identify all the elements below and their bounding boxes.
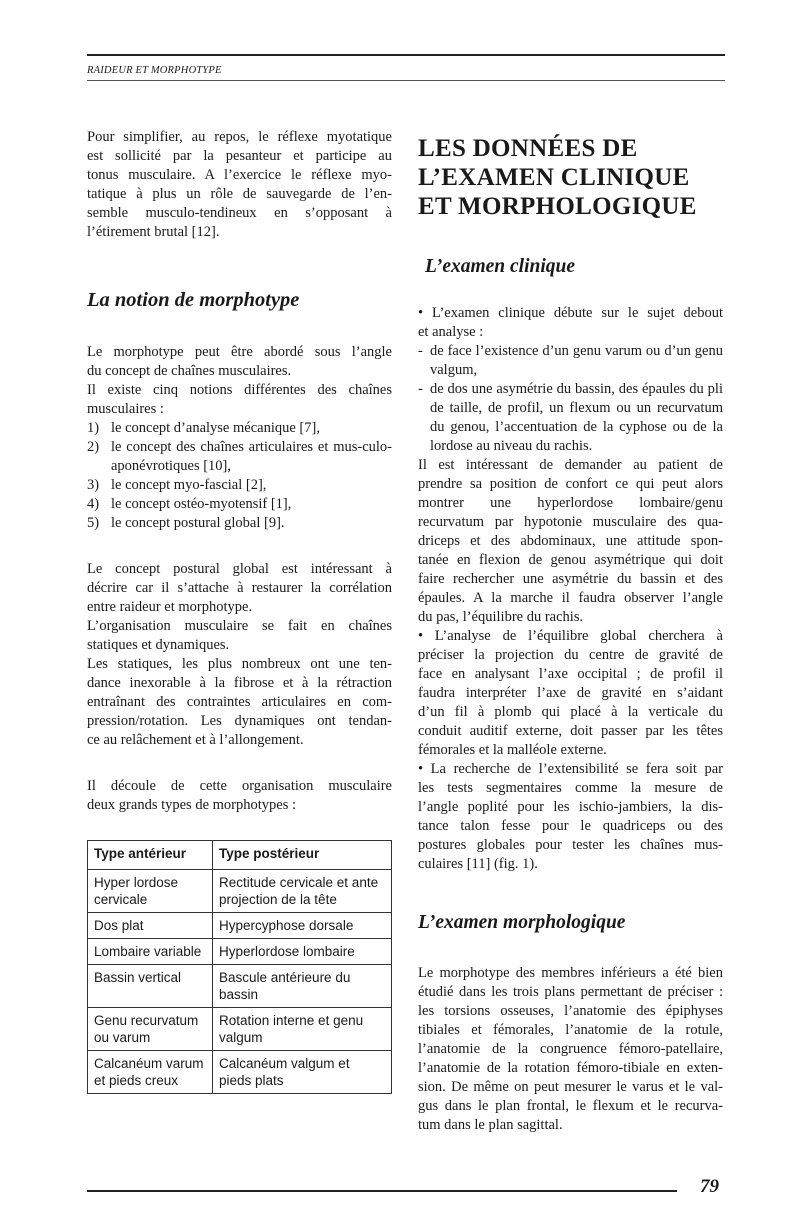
table-row	[88, 1008, 392, 1051]
list-item: 5) le concept postural global [9].	[87, 515, 285, 531]
list-item: - de face l’existence d’un genu varum ou d’un genu valgum,	[418, 343, 723, 378]
table-header-cell: Type antérieur	[88, 841, 213, 870]
header-bottom-rule	[87, 80, 725, 81]
table-cell: Rectitude cervicale et ante projection de la tête	[213, 870, 392, 913]
table-cell: Hyperlordose lombaire	[213, 939, 392, 965]
morphological-exam-text: Le morphotype des membres inférieurs a été bien étudié dans les trois plans permettant de préciser : les torsions osseuses, l’anatomie des épiphyses tibiales et fémorales, l’anatomie de la rotule, l’anatomie de la congruence fémoro-patellaire, l’anatomie de la rotation fémoro-tibiale en exten- sion. De même on peut mesurer le varus et le val- gus dans le plan frontal, le flexum et le recurva- tum dans le plan sagittal.	[418, 965, 723, 1133]
postural-paragraph: Le concept postural global est intéressant à décrire car il s’attache à restaurer la corrélation entre raideur et morphotype. L’organisation musculaire se fait en chaînes statiques et dynamiques. Les statiques, les plus nombreux ont une ten- dance inexorable à la fibrose et à la rétraction entraînant des contraintes articulaires en com- pression/rotation. Les dynamiques ont tendan- ce au relâchement et à l’allongement.	[87, 561, 392, 748]
table-cell: Hypercyphose dorsale	[213, 913, 392, 939]
table-cell: Dos plat	[88, 913, 213, 939]
morphotypes-intro-paragraph: Il découle de cette organisation musculaire deux grands types de morphotypes :	[87, 778, 392, 813]
header-top-rule	[87, 54, 725, 56]
page-number: 79	[700, 1176, 719, 1197]
intro-paragraph: Pour simplifier, au repos, le réflexe myotatique est sollicité par la pesanteur et participe au tonus musculaire. A l’exercice le réflexe myo- tatique à plus un rôle de sauvegarde de l’en- semble musculo-tendineux en s’opposant à l’étirement brutal [12].	[87, 129, 392, 240]
morphotype-table	[87, 840, 392, 1094]
table-cell: Hyper lordose cervicale	[88, 870, 213, 913]
list-item: - de dos une asymétrie du bassin, des épaules du pli de taille, de profil, un flexum ou un recurvatum du genou, l’accentuation de la cyphose ou de la lordose au niveau du rachis.	[418, 381, 723, 454]
table-cell: Rotation interne et genu valgum	[213, 1008, 392, 1051]
table-cell: Lombaire variable	[88, 939, 213, 965]
running-head: RAIDEUR ET MORPHOTYPE	[87, 65, 222, 76]
footer-rule	[87, 1190, 677, 1192]
table-cell: Calcanéum valgum et pieds plats	[213, 1051, 392, 1094]
table-cell: Genu recurvatum ou varum	[88, 1008, 213, 1051]
table-header-row	[88, 841, 392, 870]
list-item: 4) le concept ostéo-myotensif [1],	[87, 496, 292, 512]
subtitle-clinical-exam: L’examen clinique	[425, 256, 576, 277]
table-row	[88, 1051, 392, 1094]
table-header-cell: Type postérieur	[213, 841, 392, 870]
list-item: 2) le concept des chaînes articulaires et mus-culo-aponévrotiques [10],	[87, 439, 392, 474]
table-cell: Bascule antérieure du bassin	[213, 965, 392, 1008]
main-title: LES DONNÉES DE L’EXAMEN CLINIQUE ET MORPHOLOGIQUE	[418, 135, 697, 220]
table-row	[88, 870, 392, 913]
table-row	[88, 965, 392, 1008]
table-row	[88, 913, 392, 939]
clinical-exam-text: • L’examen clinique débute sur le sujet debout et analyse : - de face l’existence d’un genu varum ou d’un genu valgum, - de dos une asymétrie du bassin, des épaules du pli de taille, de profil, un flexum ou un recurvatum du genou, l’accentuation de la cyphose ou de la lordose au niveau du rachis. Il est intéressant de demander au patient de prendre sa position de confort ce qui peut alors montrer une hyperlordose lombaire/genu recurvatum par hypotonie musculaire des qua- driceps et des abdominaux, une attitude spon- tanée en flexion de genou asymétrique qui doit faire rechercher une asymétrie du bassin et des épaules. A la marche il faudra observer l’angle du pas, l’équilibre du rachis. • L’analyse de l’équilibre global cherchera à préciser la projection du centre de gravité de face en analysant l’axe occipital ; de profil il faudra interpréter l’axe de gravité en s’aidant d’un fil à plomb qui placé à la verticale du conduit auditif externe, doit passer par les têtes fémorales et la malléole externe. • La recherche de l’extensibilité se fera soit par les tests segmentaires comme la mesure de l’angle poplité pour les ischio-jambiers, la dis- tance talon fesse pour le quadriceps ou des postures globales pour tester les chaînes mus- culaires [11] (fig. 1).	[418, 305, 723, 872]
subtitle-morphological-exam: L’examen morphologique	[418, 912, 626, 933]
table-cell: Calcanéum varum et pieds creux	[88, 1051, 213, 1094]
table-row	[88, 939, 392, 965]
morphotype-paragraph: Le morphotype peut être abordé sous l’angle du concept de chaînes musculaires. Il existe cinq notions différentes des chaînes musculaires :	[87, 344, 392, 417]
list-item: 1) le concept d’analyse mécanique [7],	[87, 420, 320, 436]
concept-list	[87, 419, 392, 533]
list-item: 3) le concept myo-fascial [2],	[87, 477, 267, 493]
table-cell: Bassin vertical	[88, 965, 213, 1008]
section-title-morphotype: La notion de morphotype	[87, 289, 300, 311]
